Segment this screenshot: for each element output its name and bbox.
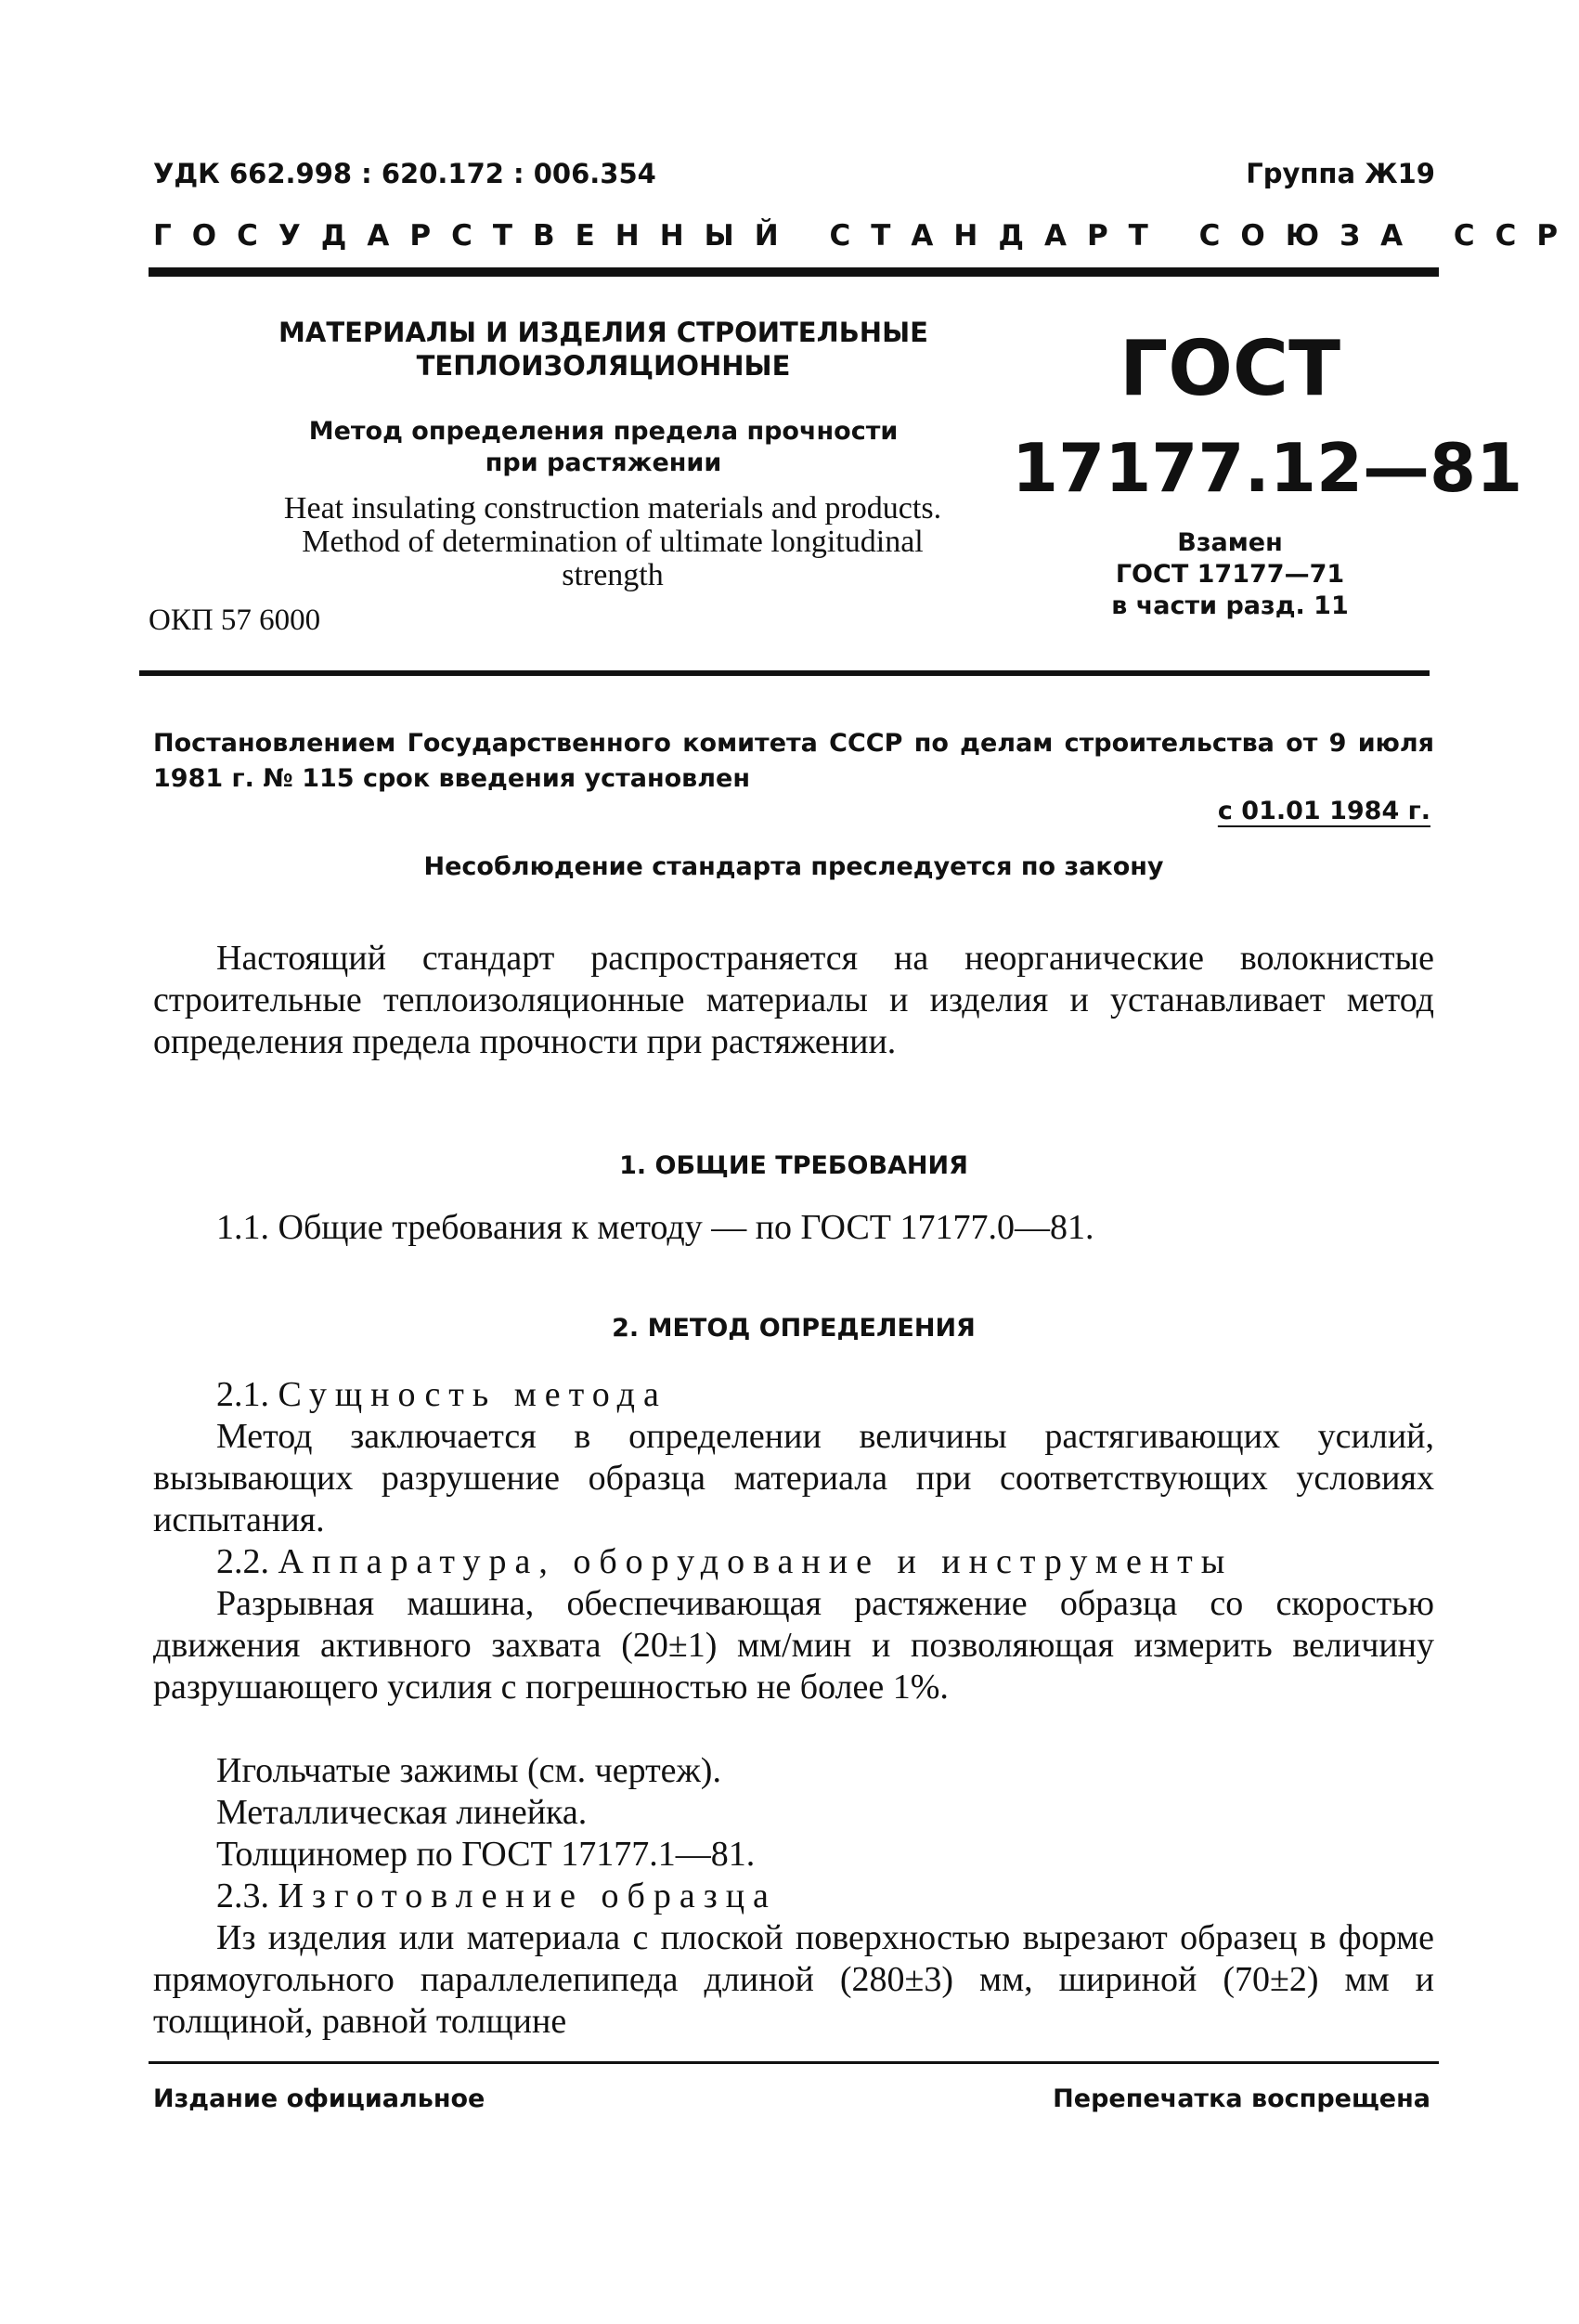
clause-2-2-heading <box>153 1541 1434 1583</box>
title-en-line3: strength <box>562 558 664 592</box>
state-standard-heading: ГОСУДАРСТВЕННЫЙ СТАНДАРТ СОЮЗА ССР <box>153 219 1579 253</box>
title-ru <box>223 316 984 383</box>
gost-label: ГОСТ <box>1119 325 1341 413</box>
section-1-title: 1. ОБЩИЕ ТРЕБОВАНИЯ <box>619 1151 968 1180</box>
title-ru-line2: ТЕПЛОИЗОЛЯЦИОННЫЕ <box>416 350 791 382</box>
title-rule-thick <box>139 670 1430 676</box>
clause-2-1-heading <box>153 1374 1434 1416</box>
clause-2-2-item-2: Металлическая линейка. <box>216 1793 588 1832</box>
method-ru-line2: при растяжении <box>485 448 722 477</box>
footer-rule <box>149 2061 1439 2064</box>
effective-date: с 01.01 1984 г. <box>1217 797 1430 825</box>
noncompliance-notice: Несоблюдение стандарта преследуется по закону <box>423 852 1164 881</box>
intro-paragraph: Настоящий стандарт распространяется на неорганические волокнистые строительные теплоизоляционные материалы и изделия и устанавливает метод определения предела прочности при растяжении. <box>153 939 1434 1061</box>
method-title-ru <box>223 416 984 479</box>
clause-2-1-number: 2.1. <box>216 1375 269 1414</box>
clause-2-1-text: Метод заключается в определении величины растягивающих усилий, вызывающих разрушение образца материала при соответствующих условиях испытания. <box>153 1417 1434 1539</box>
replaces-line1: Взамен <box>1177 528 1283 557</box>
header-rule-thick <box>149 267 1439 277</box>
group-code: Группа Ж19 <box>1246 158 1435 189</box>
clause-2-2-title: Аппаратура, оборудование и инструменты <box>278 1542 1234 1581</box>
title-en-line2: Method of determination of ultimate longitudinal <box>302 525 924 559</box>
udk-code: УДК 662.998 : 620.172 : 006.354 <box>153 158 656 189</box>
replaces-note <box>1058 527 1402 622</box>
clause-1-1: 1.1. Общие требования к методу — по ГОСТ 17177.0—81. <box>216 1208 1094 1247</box>
okp-code: ОКП 57 6000 <box>149 604 321 637</box>
clause-2-2-number: 2.2. <box>216 1542 269 1581</box>
title-en-line1: Heat insulating construction materials and products. <box>283 491 942 526</box>
section-2-title: 2. МЕТОД ОПРЕДЕЛЕНИЯ <box>612 1314 976 1343</box>
clause-2-2-item-1: Игольчатые зажимы (см. чертеж). <box>216 1751 721 1790</box>
clause-2-2-item-3: Толщиномер по ГОСТ 17177.1—81. <box>216 1835 756 1874</box>
official-edition-label: Издание официальное <box>153 2084 485 2113</box>
replaces-line2: ГОСТ 17177—71 <box>1115 560 1345 589</box>
decree-text: Постановлением Государственного комитета СССР по делам строительства от 9 июля 1981 г. № 115 срок введения установлен <box>153 729 1434 793</box>
clause-2-3-heading <box>153 1876 1434 1917</box>
clause-2-3-text: Из изделия или материала с плоской поверхностью вырезают образец в форме прямоугольного параллелепипеда длиной (280±3) мм, шириной (70±2) мм и толщиной, равной толщине <box>153 1918 1434 2041</box>
method-ru-line1: Метод определения предела прочности <box>308 417 899 446</box>
clause-2-2-text: Разрывная машина, обеспечивающая растяжение образца со скоростью движения активного захвата (20±1) мм/мин и позволяющая измерить величину разрушающего усилия с погрешностью не более 1%. <box>153 1584 1434 1707</box>
clause-2-3-number: 2.3. <box>216 1876 269 1915</box>
title-ru-line1: МАТЕРИАЛЫ И ИЗДЕЛИЯ СТРОИТЕЛЬНЫЕ <box>278 317 928 348</box>
clause-2-1-title: Сущность метода <box>278 1375 667 1414</box>
gost-number: 17177.12—81 <box>1012 429 1523 507</box>
clause-2-3-title: Изготовление образца <box>278 1876 777 1915</box>
title-en <box>149 492 1077 592</box>
no-reprint-label: Перепечатка воспрещена <box>1053 2084 1430 2113</box>
replaces-line3: в части разд. 11 <box>1111 591 1349 620</box>
